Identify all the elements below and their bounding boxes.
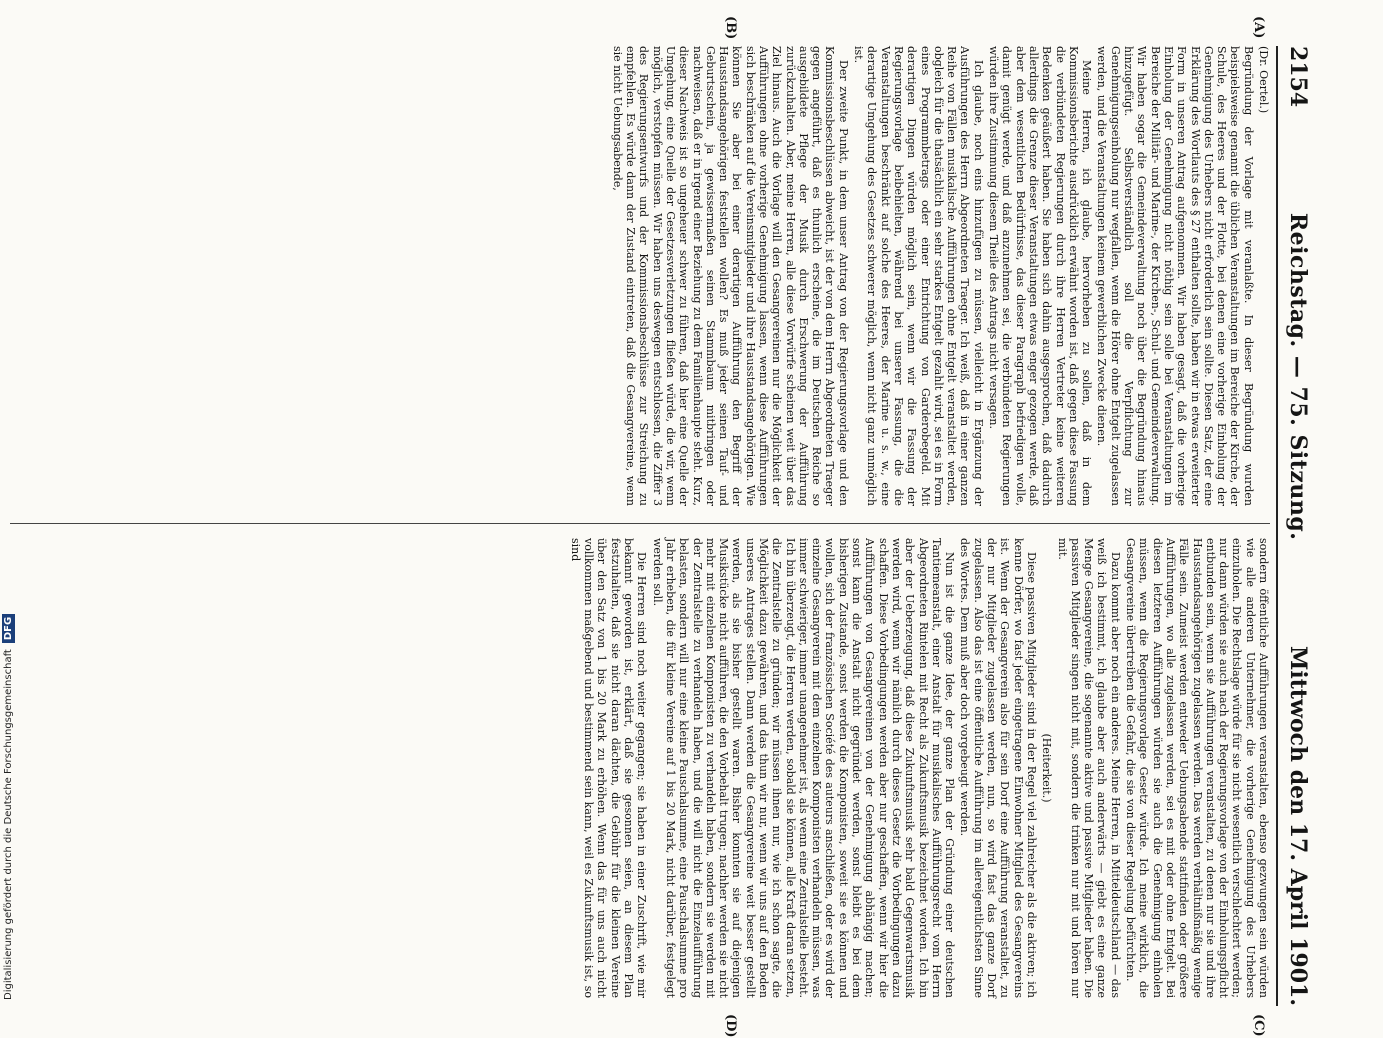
credit-text: Digitalisierung gefördert durch die Deutsche Forschungsgemeinschaft (3, 649, 14, 1000)
right-column (567, 538, 1270, 998)
session-title: Reichstag. — 75. Sitzung. (1285, 212, 1311, 541)
paragraph: Der zweite Punkt, in dem unser Antrag von der Regierungsvorlage und den Kommissionsbeschlüssen abweicht, ist der von dem Herrn Abgeordneten Traeger gegen angeführt, daß es thunlich erscheine, die im Deutschen Reiche so ausgebildete Pflege der Musik durch Erschwerung der Aufführung zurückzuhalten. Aber, meine Herren, alle diese Vorwürfe scheinen weit über das Ziel hinaus. Auch die Vorlage will den Gesangvereinen nur die Möglichkeit der Aufführungen ohne vorherige Genehmigung lassen, wenn diese Aufführungen sich beschränken auf die Vereinsmitglieder und ihre Hausstandsangehörigen. Wie können Sie aber bei einer derartigen Aufführung den Begriff der Hausstandsangehörigen feststellen wollen? Es muß jeder seinen Tauf- und Geburtsschein, ja gewissermaßen seinen Stammbaum mitbringen oder nachweisen, daß er in irgend einer Beziehung zu dem Familienhaupte steht. Kurz, dieser Nachweis ist so ungeheuer schwer zu führen, daß hier eine Quelle der Umgehung, eine Quelle der Gesetzesverletzungen fließen würde, die wir, wenn möglich, verstopfen müssen. Wir haben uns deswegen entschlossen, die Ziffer 3 des Regierungsentwurfs und der Kommissionsbeschlüsse zur Streichung zu empfehlen. Es würde dann der Zustand eintreten, daß die Gesangvereine, wenn sie nicht Uebungsabende, (610, 46, 850, 506)
margin-marker-b: (B) (723, 16, 738, 40)
margin-marker-d: (D) (723, 1014, 738, 1038)
speaker-name: (Dr. Oertel.) (1257, 46, 1270, 114)
paragraph: Die Herren sind noch weiter gegangen; sie haben in einer Zuschrift, wie mir bekannt geworden ist, erklärt, daß sie gesonnen seien, an diesem Plan festzuhalten, daß sie nicht daran dächten, die Gebühr für die kleinen Vereine über den Satz von 1 bis 20 Mark zu erhöhen. Wenn das für uns auch nicht vollkommen maßgebend und bestimmend sein kann, weil es Zukunftsmusik ist, so sind (568, 538, 649, 998)
paragraph: Dazu kommt aber noch ein anderes. Meine Herren, in Mitteldeutschland — das weiß ich bestimmt, ich glaube aber auch anderwärts — giebt es eine ganze Menge Gesangvereine, die sogenannte aktive und passive Mitglieder haben. Die passiven Mitglieder singen nicht mit, sondern die trinken nur mit und hören nur mit. (1055, 538, 1122, 998)
session-date: Mittwoch den 17. April 1901. (1285, 646, 1311, 1006)
dfg-logo: DFG (2, 614, 15, 643)
laughter-note: (Heiterkeit.) (1040, 733, 1054, 803)
margin-marker-a: (A) (1251, 16, 1266, 39)
document-page (0, 16, 1318, 1038)
paragraph: Meine Herren, ich glaube, hervorheben zu sollen, daß in dem Kommissionsberichte ausdrücklich erwähnt worden ist, daß gegen diese Fassung die verbündeten Regierungen durch ihre Herren Vertreter keine weiteren Bedenken geäußert haben. Sie haben sich dahin ausgesprochen, daß dadurch allerdings die Grenze dieser Veranstaltungen etwas enger gezogen werde, daß aber dem wesentlichen Bedürfnisse, das dieser Paragraph befriedigen wolle, damit genügt werde, und daß anzunehmen sei, die verbündeten Regierungen würden ihre Zustimmung diesem Theile des Antrags nicht versagen. (987, 46, 1094, 506)
paragraph: Nun ist die ganze Idee, der ganze Plan der Gründung einer deutschen Tantiemeanstalt, einer Anstalt für musikalisches Aufführungsrecht vom Herrn Abgeordneten Rintelen mit Recht als Zukunftsmusik bezeichnet worden. Ich bin aber der Ueberzeugung, daß diese Zukunftsmusik sehr bald Gegenwartsmusik werden wird, wenn wir nämlich durch dieses Gesetz die Vorbedingungen dazu schaffen. Diese Vorbedingungen werden aber nur geschaffen, wenn wir hier die Aufführungen von Gesangvereinen von der Genehmigung abhängig machen; sonst kann die Anstalt nicht gegründet werden, sonst bleibt es bei dem bisherigen Zustande, sonst werden die Komponisten, soweit sie es können und wollen, sich der französischen Société des auteurs anschließen, oder es wird der einzelne Gesangverein mit dem einzelnen Komponisten verhandeln müssen, was immer schwieriger, immer unangenehmer ist, als wenn eine Zentralstelle besteht. Ich bin überzeugt, die Herren werden, sobald sie können, alle Kraft daran setzen, die Zentralstelle zu gründen; wir müssen ihnen nur, wie ich schon sagte, die Möglichkeit dazu gewähren, und das thun wir nur, wenn wir uns auf den Boden unseres Antrages stellen. Dann werden die Gesangvereine weit besser gestellt werden, als sie bisher gestellt waren. Bisher konnten sie auf diejenigen Musikstücke nicht aufführen, die den Vorbehalt trugen; nachher werden sie nicht mehr mit einzelnen Komponisten zu verhandeln haben, sondern sie werden mit der Zentralstelle zu verhandeln haben, und die will nicht die Einzelaufführung belasten, sondern will nur eine kleine Pauschalsumme, eine Pauschalsumme pro Jahr erheben, die für kleine Vereine auf 1 bis 20 Mark, nicht darüber, festgelegt werden soll. (650, 538, 957, 998)
page-number: 2154 (1285, 46, 1311, 108)
paragraph: Begründung der Vorlage mit veranlaßte. In dieser Begründung wurden beispielsweise genannt die üblichen Veranstaltungen im Bereiche der Kirche, der Schule, des Heeres und der Flotte, bei denen eine vorherige Einholung der Genehmigung des Urhebers nicht erforderlich sein sollte. Diesen Satz, der eine Erklärung des Wortlauts des § 27 enthalten sollte, haben wir in etwas erweiterter Form in unseren Antrag aufgenommen. Wir haben gesagt, daß die vorherige Einholung der Genehmigung nicht nöthig sein solle bei Veranstaltungen im Bereiche der Militär- und Marine-, der Kirchen-, Schul- und Gemeindeverwaltung. Wir haben sogar die Gemeindeverwaltung noch über die Begründung hinaus hinzugefügt. Selbstverständlich soll die Verpflichtung zur Genehmigungseinholung nur wegfallen, wenn die Hörer ohne Entgelt zugelassen werden, und die Veranstaltungen keinem gewerblichen Zwecke dienen. (1095, 46, 1255, 506)
page-header (1276, 46, 1318, 1006)
digitization-credit (2, 614, 15, 1000)
column-divider (10, 523, 1270, 524)
margin-marker-c: (C) (1251, 1014, 1266, 1037)
paragraph: Ich glaube, noch eins hinzufügen zu müssen, vielleicht in Ergänzung der Ausführungen des Herrn Abgeordneten Traeger. Ich weiß, daß in einer ganzen Reihe von Fällen musikalische Aufführungen ohne Entgelt veranstaltet werden, obgleich für die thatsächlich ein sehr starkes Entgelt gezahlt wird, sei es in Form eines Programmbetrags oder einer Entrichtung von Garderobegeld. Mit derartigen Dingen würden möglich sein, wenn wir die Fassung der Regierungsvorlage beibehielten, während bei unserer Fassung, die die Veranstaltungen beschränkt auf solche des Heeres, der Marine u. s. w., eine derartige Umgehung des Gesetzes schwerer möglich, wenn nicht ganz unmöglich ist. (852, 46, 985, 506)
left-column (608, 46, 1270, 506)
paragraph: sondern öffentliche Aufführungen veranstalten, ebenso gezwungen sein würden wie alle anderen Unternehmer, die vorherige Genehmigung des Urhebers einzuholen. Die Rechtslage würde für sie nicht wesentlich verschlechtert werden; nur dann würden sie auch nach der Regierungsvorlage von der Einholungspflicht entbunden sein, wenn sie Aufführungen veranstalten, zu denen nur sie und ihre Hausstandsangehörigen zugelassen werden. Das werden verhältnißmäßig wenige Fälle sein. Zumeist werden entweder Uebungsabende stattfinden oder größere Aufführungen, wo alle zugelassen werden, sei es mit oder ohne Entgelt. Bei diesen letzteren Aufführungen würden sie auch die Genehmigung einholen müssen, wenn die Regierungsvorlage Gesetz würde. Ich meine wirklich, die Gesangvereine übertreiben die Gefahr, die sie von dieser Regelung befürchten. (1124, 538, 1270, 998)
paragraph: Diese passiven Mitglieder sind in der Regel viel zahlreicher als die aktiven; ich kenne Dörfer, wo fast jeder eingetragene Einwohner Mitglied des Gesangvereins ist. Wenn der Gesangverein also für sein Dorf eine Aufführung veranstaltet, zu der nur Mitglieder zugelassen werden, nun, so wird fast das ganze Dorf zugelassen. Also das ist eine öffentliche Aufführung im allereigentlichsten Sinne des Wortes. Dem muß aber doch vorgebeugt werden. (958, 538, 1038, 998)
